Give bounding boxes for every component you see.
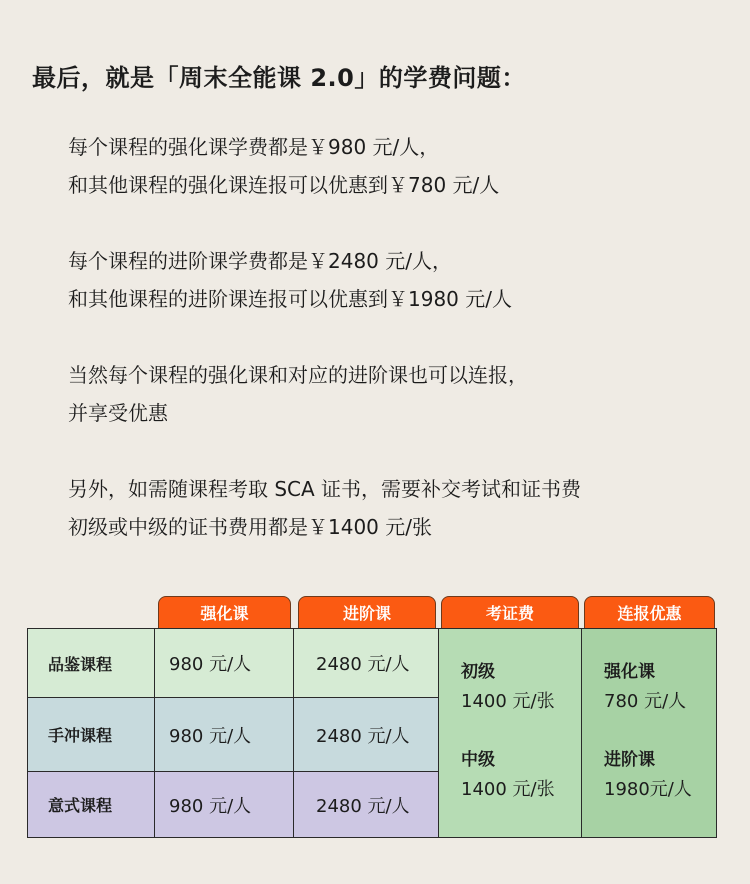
cell-tasting-jinjie: 2480 元/人 [293,628,439,698]
paragraph-line: 当然每个课程的强化课和对应的进阶课也可以连报， [68,363,528,387]
row-label-espresso: 意式课程 [27,771,155,838]
header-discount: 连报优惠 [584,596,715,628]
row-label-pourover: 手冲课程 [27,697,155,772]
cell-espresso-qianghua: 980 元/人 [154,771,294,838]
exam-level1-value: 1400 元/张 [461,691,555,712]
row-label-tasting: 品鉴课程 [27,628,155,698]
discount-item1-label: 强化课 [604,662,655,682]
paragraph-line: 另外，如需随课程考取 SCA 证书，需要补交考试和证书费 [68,477,582,501]
cell-discount [581,628,717,838]
paragraph-combined [68,356,528,432]
cell-exam-fee [438,628,582,838]
header-qianghua: 强化课 [158,596,291,628]
paragraph-certificate [68,470,581,546]
paragraph-line: 每个课程的强化课学费都是￥980 元/人， [68,135,440,159]
header-jinjie: 进阶课 [298,596,436,628]
paragraph-line: 每个课程的进阶课学费都是￥2480 元/人， [68,249,452,273]
discount-item2-value: 1980元/人 [604,779,692,800]
discount-item1-value: 780 元/人 [604,691,687,712]
paragraph-line: 和其他课程的强化课连报可以优惠到￥780 元/人 [68,173,500,197]
discount-item2-label: 进阶课 [604,750,655,770]
paragraph-line: 初级或中级的证书费用都是￥1400 元/张 [68,515,432,539]
paragraph-jinjie-fee [68,242,512,318]
paragraph-line: 和其他课程的进阶课连报可以优惠到￥1980 元/人 [68,287,512,311]
cell-espresso-jinjie: 2480 元/人 [293,771,439,838]
exam-level1-label: 初级 [461,662,495,682]
cell-tasting-qianghua: 980 元/人 [154,628,294,698]
header-exam-fee: 考证费 [441,596,579,628]
cell-pourover-jinjie: 2480 元/人 [293,697,439,772]
exam-level2-label: 中级 [461,750,495,770]
exam-level2-value: 1400 元/张 [461,779,555,800]
paragraph-line: 并享受优惠 [68,401,168,425]
paragraph-qianghua-fee [68,128,499,204]
cell-pourover-qianghua: 980 元/人 [154,697,294,772]
page-title: 最后，就是「周末全能课 2.0」的学费问题： [32,64,526,92]
